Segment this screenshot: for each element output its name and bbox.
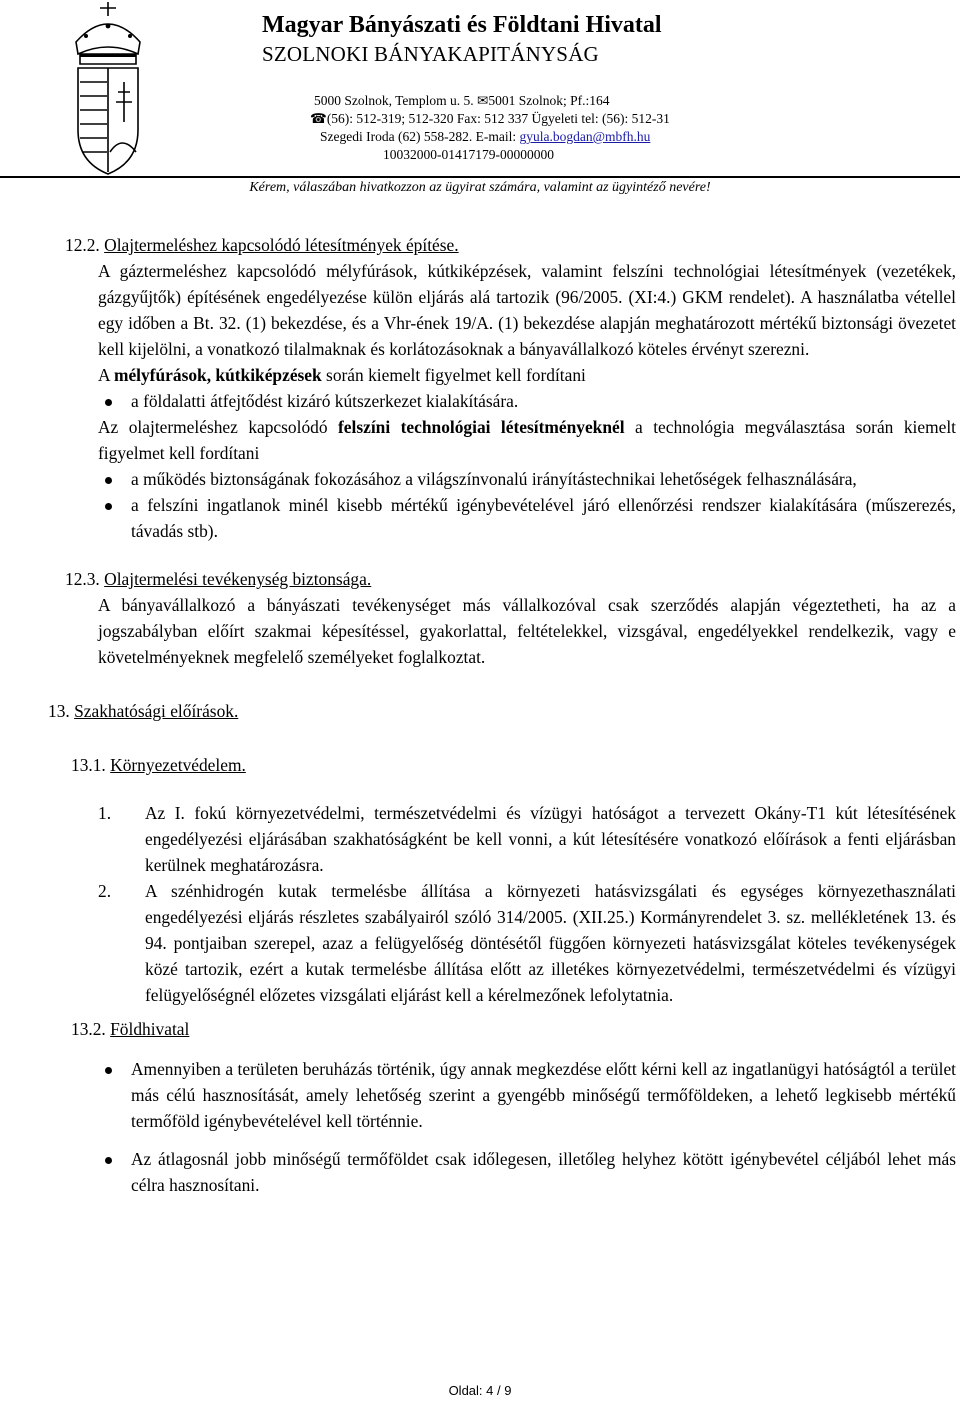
section-number: 13.1. <box>71 755 106 775</box>
section-title: Szakhatósági előírások. <box>74 701 239 721</box>
item-number: 1. <box>98 803 112 823</box>
phone-line: ☎(56): 512-319; 512-320 Fax: 512 337 Ügyeleti tel: (56): 512-31 <box>310 111 670 126</box>
bullet-text: a működés biztonságának fokozásához a világszínvonalú irányítástechnikai lehetőségek felhasználására, <box>131 469 857 489</box>
org-subtitle: SZOLNOKI BÁNYAKAPITÁNYSÁG <box>262 42 599 66</box>
bullet-icon <box>105 1157 112 1164</box>
section-title: Földhivatal <box>110 1019 190 1039</box>
bullet-item <box>98 492 956 544</box>
account-number: 10032000-01417179-00000000 <box>383 147 554 162</box>
page-number: Oldal: 4 / 9 <box>448 1383 512 1398</box>
bullet-item <box>98 388 956 414</box>
paragraph <box>98 362 956 388</box>
org-title: Magyar Bányászati és Földtani Hivatal <box>262 12 662 38</box>
section-number: 12.2. <box>65 235 100 255</box>
bullet-text: Az átlagosnál jobb minőségű termőföldet csak időlegesen, illetőleg helyhez kötött igénybevétel céljából lehet más célra hasznosítani. <box>131 1149 956 1195</box>
text: során kiemelt figyelmet kell fordítani <box>321 365 586 385</box>
bullet-icon <box>105 1067 112 1074</box>
letterhead <box>0 0 960 200</box>
item-text: A szénhidrogén kutak termelésbe állítása a környezeti hatásvizsgálati és egységes környezethasználati engedélyezési eljárás részletes szabályairól szóló 314/2005. (XII.25.) Kormányrendelet 3. sz. mellékletének 13. és 94. pontjaiban szerepel, azaz a felügyelőség döntésétől függően környezeti hatásvizsgálat köteles tevékenységek közé tartozik, ezért a kutak termelésbe állítása előtt az illetékes környezetvédelmi, természetvédelmi és vízügyi felügyelőségnél előzetes vizsgálati eljárást kell a kérelmezőnek lefolytatnia. <box>145 881 956 1005</box>
bold-text: felszíni technológiai létesítményeknél <box>338 417 625 437</box>
bullet-item <box>98 1146 956 1198</box>
office-line <box>320 128 650 146</box>
reference-notice: Kérem, válaszában hivatkozzon az ügyirat számára, valamint az ügyintéző nevére! <box>249 180 711 195</box>
numbered-item <box>98 800 956 878</box>
text: A <box>98 365 114 385</box>
bullet-icon <box>105 477 112 484</box>
bullet-item <box>98 466 956 492</box>
section-title: Környezetvédelem. <box>110 755 246 775</box>
bullet-text: Amennyiben a területen beruházás történik, úgy annak megkezdése előtt kérni kell az ingatlanügyi hatóságtól a terület más célú hasznosítását, amely lehetőség szerint a gyengébb minőségű termőföldeken, a lehető legkisebb mértékű termőföld igénybevételével kell történnie. <box>131 1059 956 1131</box>
coat-of-arms-logo <box>66 2 150 178</box>
section-heading-13-1 <box>71 752 956 778</box>
address-line: 5000 Szolnok, Templom u. 5. ✉5001 Szolnok; Pf.:164 <box>314 93 610 108</box>
item-number: 2. <box>98 881 112 901</box>
header-divider <box>0 176 960 178</box>
bullet-text: a felszíni ingatlanok minél kisebb mértékű igénybevételével járó ellenőrzési rendszer kialakítására (műszerezés, távadás stb). <box>131 495 956 541</box>
text: a technológia megválasztása során kiemelt figyelmet kell fordítani <box>98 417 956 463</box>
section-number: 13. <box>48 701 70 721</box>
bold-text: mélyfúrások, kútkiképzések <box>113 365 322 385</box>
section-number: 13.2. <box>71 1019 106 1039</box>
document-body <box>48 232 956 1198</box>
paragraph <box>98 414 956 466</box>
office-label: Szegedi Iroda (62) 558-282. E-mail: <box>320 129 520 144</box>
bullet-icon <box>105 503 112 510</box>
item-text: Az I. fokú környezetvédelmi, természetvédelmi és vízügyi hatóságot a tervezett Okány-T1 kút létesítésének engedélyezési eljárásában szakhatóságként be kell vonni, a kút létesítésére vonatkozó előírások a fenti eljárásban kerülnek meghatározásra. <box>145 803 956 875</box>
email-link[interactable]: gyula.bogdan@mbfh.hu <box>519 129 651 144</box>
numbered-item <box>98 878 956 1008</box>
paragraph: A bányavállalkozó a bányászati tevékenységet más vállalkozóval csak szerződés alapján végeztetheti, ha az a jogszabályban előírt szakmai képesítéssel, gyakorlattal, feltételekkel, vizsgával, engedélyekkel rendelkezik, vagy e követelményeknek megfelelő személyeket foglalkoztat. <box>98 595 956 667</box>
bullet-item <box>98 1056 956 1134</box>
section-title: Olajtermelési tevékenység biztonsága. <box>104 569 372 589</box>
paragraph: A gáztermeléshez kapcsolódó mélyfúrások, kútkiképzések, valamint felszíni technológiai létesítmények (vezetékek, gázgyűjtők) építésének engedélyezése külön eljárás alá tartozik (96/2005. (XI:4.) GKM rendelet). A használatba vétellel egy időben a Bt. 32. (1) bekezdése, és a Vhr-ének 19/A. (1) bekezdése alapján meghatározott mértékű biztonsági övezetet kell kijelölni, a vonatkozó tilalmaknak és korlátozásoknak a bányavállalkozó köteles érvényt szerezni. <box>98 261 956 359</box>
section-heading-13-2 <box>71 1016 956 1042</box>
bullet-icon <box>105 399 112 406</box>
section-number: 12.3. <box>65 569 100 589</box>
section-heading-12-3 <box>65 566 956 592</box>
section-heading-12-2 <box>65 232 956 258</box>
text: Az olajtermeléshez kapcsolódó <box>98 417 338 437</box>
bullet-text: a földalatti átfejtődést kizáró kútszerkezet kialakítására. <box>131 391 519 411</box>
section-title: Olajtermeléshez kapcsolódó létesítmények építése. <box>104 235 459 255</box>
section-heading-13 <box>48 698 956 724</box>
